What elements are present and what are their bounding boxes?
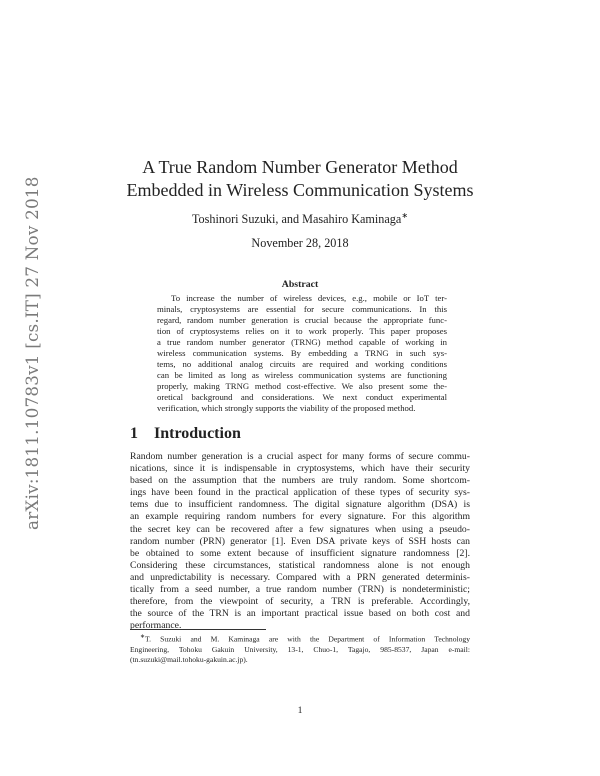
abstract-line: tion of cryptosystems relies on it to work properly. This paper proposes — [157, 325, 447, 336]
footnote-line — [130, 632, 470, 645]
body-line: therefore, from the viewpoint of security, a TRN is preferable. Accordingly, — [130, 596, 470, 608]
footnote-mark: ∗ — [140, 634, 146, 640]
body-line: random number (PRN) generator [1]. Even DSA private keys of SSH hosts can — [130, 535, 470, 547]
author-affiliation-footnote — [130, 632, 470, 665]
body-line: be obtained to some extent because of insufficient signature randomness [2]. — [130, 547, 470, 559]
footnote-line: (tn.suzuki@mail.tohoku-gakuin.ac.jp). — [130, 654, 248, 664]
body-line: the secret key can be recovered after a few signatures when using a pseudo- — [130, 523, 470, 535]
body-line: and unpredictability is necessary. Compared with a PRN generated determinis- — [130, 571, 470, 583]
abstract-heading: Abstract — [281, 279, 319, 290]
abstract-line: verification, which strongly supports the viability of the proposed method. — [157, 402, 416, 413]
abstract-line: regard, random number generation is crucial because the appropriate func- — [157, 314, 447, 325]
abstract-line: properly, making TRNG method cost-effective. We also present some the- — [157, 380, 447, 391]
title-line-2: Embedded in Wireless Communication Systems — [126, 179, 474, 200]
abstract-text — [157, 293, 447, 413]
footnote-line-text: T. Suzuki and M. Kaminaga are with the Department of Information Technology — [145, 634, 470, 644]
body-line: nications, since it is indispensable in cryptosystems, which have their security — [130, 463, 470, 475]
author-list — [0, 211, 600, 227]
abstract-line: minals, cryptosystems are essential for secure communications. In this — [157, 303, 447, 314]
section-title: Introduction — [154, 425, 241, 442]
author-footnote-mark: ∗ — [401, 211, 409, 220]
body-line: the source of the TRN is an important practical issue based on both cost and — [130, 608, 470, 620]
page-number: 1 — [297, 705, 303, 716]
introduction-body-text — [130, 451, 470, 632]
abstract-line: oretical background and considerations. We next conduct experimental — [157, 391, 447, 402]
section-number: 1 — [130, 425, 138, 442]
paper-title — [0, 156, 600, 201]
body-line: an example requiring random numbers for every signature. For this algorithm — [130, 511, 470, 523]
footnote-line: Engineering, Tohoku Gakuin University, 13-1, Chuo-1, Tagajo, 985-8537, Japan e-mail: — [130, 644, 470, 654]
footnote-divider — [130, 629, 266, 630]
arxiv-identifier-stamp: arXiv:1811.10783v1 [cs.IT] 27 Nov 2018 — [22, 176, 42, 530]
abstract-line: a true random number generator (TRNG) method capable of working in — [157, 336, 447, 347]
publication-date: November 28, 2018 — [251, 236, 349, 250]
abstract-line: tems, no additional analog circuits are required and working conditions — [157, 358, 447, 369]
abstract-line: wireless communication systems. By embedding a TRNG in such sys- — [157, 347, 447, 358]
body-line: tically from a seed number, a true random number (TRN) is nondeterministic; — [130, 584, 470, 596]
title-line-1: A True Random Number Generator Method — [142, 157, 458, 177]
body-line: ings have been found in the practical application of these types of security sys- — [130, 487, 470, 499]
abstract-line: To increase the number of wireless devices, e.g., mobile or IoT ter- — [171, 293, 447, 303]
body-line: based on the assumption that the numbers are truly random. Some shortcom- — [130, 475, 470, 487]
body-line: tems due to insufficient randomness. The digital signature algorithm (DSA) is — [130, 499, 470, 511]
body-line: Random number generation is a crucial aspect for many forms of secure commu- — [130, 451, 470, 462]
body-line: performance. — [130, 620, 182, 632]
author-names: Toshinori Suzuki, and Masahiro Kaminaga — [191, 212, 402, 227]
abstract-line: can be limited as long as wireless communication systems are functioning — [157, 369, 447, 380]
body-line: Considering these circumstances, statistical randomness alone is not enough — [130, 559, 470, 571]
section-heading-introduction — [130, 425, 241, 443]
